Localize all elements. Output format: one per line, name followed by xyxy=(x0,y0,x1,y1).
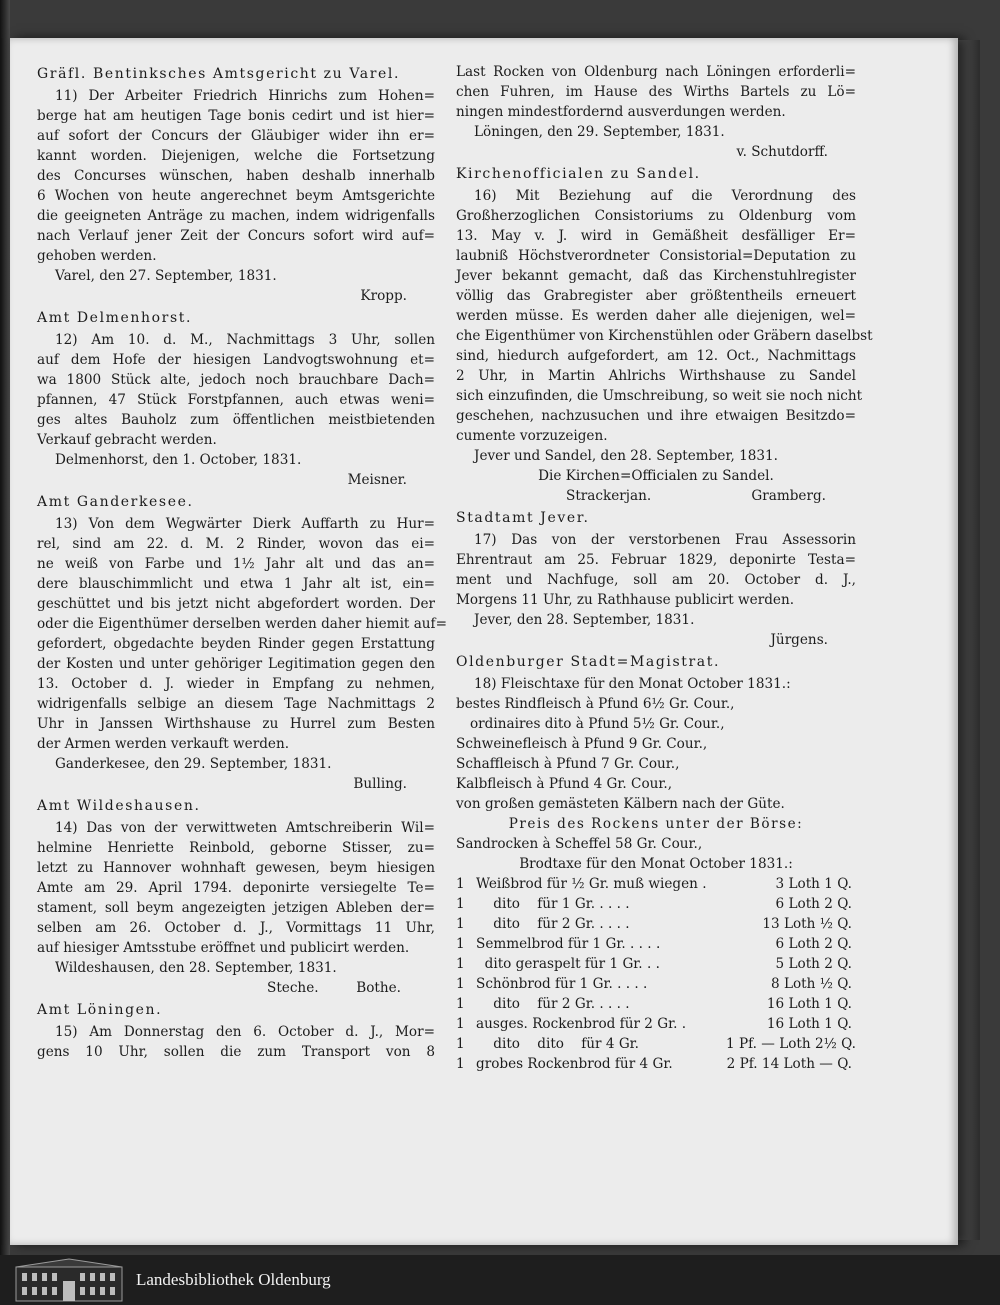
text-line: 18) Fleischtaxe für den Monat October 1831.: xyxy=(474,676,791,692)
weight-cell: 1 Pf. — Loth 2½ Q. xyxy=(726,1036,856,1052)
subheading: Preis des Rockens unter der Börse: xyxy=(508,816,804,832)
item-cell: Schönbrod für 1 Gr. . . . . xyxy=(476,976,648,992)
notice-signature: Jürgens. xyxy=(770,632,828,648)
weight-cell: 16 Loth 1 Q. xyxy=(766,996,852,1012)
notice-15 xyxy=(37,1022,435,1062)
text-line: 2 Uhr, in Martin Ahlrichs Wirthshause zu Sandel xyxy=(456,368,856,384)
section-heading: Gräfl. Bentinksches Amtsgericht zu Varel. xyxy=(37,66,401,82)
table-row xyxy=(456,974,856,994)
weight-cell: 6 Loth 2 Q. xyxy=(775,896,852,912)
text-line: gens 10 Uhr, sollen die zum Transport von 8 xyxy=(37,1044,435,1060)
text-line: sind, hiedurch aufgefordert, am 12. Oct., Nachmittags xyxy=(456,348,856,364)
notice-date: Wildeshausen, den 28. September, 1831. xyxy=(55,960,337,976)
notice-date: Delmenhorst, den 1. October, 1831. xyxy=(55,452,302,468)
item-cell: dito für 1 Gr. . . . . xyxy=(476,896,630,912)
text-line: 13. May v. J. wird in Gemäßheit desfälliger Er= xyxy=(456,228,856,244)
table-row xyxy=(456,994,856,1014)
price-line: Sandrocken à Scheffel 58 Gr. Cour., xyxy=(456,836,703,852)
item-cell: dito für 2 Gr. . . . . xyxy=(476,916,630,932)
text-line: auf sofort der Concurs der Gläubiger wider ihn er= xyxy=(37,128,435,144)
notice-16 xyxy=(456,186,873,446)
weight-cell: 16 Loth 1 Q. xyxy=(766,1016,852,1032)
text-line: selben am 26. October d. J., Vormittags 11 Uhr, xyxy=(37,920,435,936)
text-line: cumente vorzuzeigen. xyxy=(456,428,608,444)
notice-signature: Strackerjan. xyxy=(566,488,652,504)
text-line: 11) Der Arbeiter Friedrich Hinrichs zum Hohen= xyxy=(55,88,435,104)
text-line: der Kosten und unter gehöriger Legitimation gegen den xyxy=(37,656,435,672)
text-line: ne weiß von Farbe und 1½ Jahr alt und das an= xyxy=(37,556,435,572)
weight-cell: 6 Loth 2 Q. xyxy=(775,936,852,952)
notice-signature: Steche. xyxy=(267,980,319,996)
bread-price-table xyxy=(456,874,856,1074)
text-line: 17) Das von der verstorbenen Frau Assessorin xyxy=(474,532,856,548)
text-line: pfannen, 47 Stück Forstpfannen, auch etwas weni= xyxy=(37,392,435,408)
text-line: letzt zu Hannover wohnhaft gewesen, beym hiesigen xyxy=(37,860,435,876)
price-line: Schaffleisch à Pfund 7 Gr. Cour., xyxy=(456,756,680,772)
quantity-cell: 1 xyxy=(456,976,465,992)
table-row xyxy=(456,1054,856,1074)
item-cell: dito geraspelt für 1 Gr. . . xyxy=(476,956,660,972)
text-line: 13. October d. J. wieder in Empfang zu nehmen, xyxy=(37,676,435,692)
text-line: chen Fuhren, im Hause des Wirths Bartels zu Lö= xyxy=(456,84,856,100)
text-line: 6 Wochen von heute angerechnet beym Amtsgerichte xyxy=(37,188,435,204)
weight-cell: 3 Loth 1 Q. xyxy=(775,876,852,892)
quantity-cell: 1 xyxy=(456,1056,465,1072)
price-line: bestes Rindfleisch à Pfund 6½ Gr. Cour., xyxy=(456,696,735,712)
text-line: der Armen werden verkauft werden. xyxy=(37,736,290,752)
price-line: Schweinefleisch à Pfund 9 Gr. Cour., xyxy=(456,736,708,752)
library-name: Landesbibliothek Oldenburg xyxy=(136,1270,331,1289)
text-line: Amte am 29. April 1794. deponirte versiegelte Te= xyxy=(37,880,435,896)
item-cell: dito für 2 Gr. . . . . xyxy=(476,996,630,1012)
text-line: ment und Nachfuge, soll am 20. October d. J., xyxy=(456,572,856,588)
table-row xyxy=(456,1034,856,1054)
notice-signatures xyxy=(456,486,856,506)
text-line: auf hiesiger Amtsstube eröffnet und publicirt werden. xyxy=(37,940,410,956)
table-row xyxy=(456,874,856,894)
price-line: ordinaires dito à Pfund 5½ Gr. Cour., xyxy=(470,716,725,732)
section-heading: Amt Ganderkesee. xyxy=(37,494,194,510)
table-row xyxy=(456,934,856,954)
notice-17 xyxy=(456,530,856,610)
quantity-cell: 1 xyxy=(456,1036,465,1052)
item-cell: grobes Rockenbrod für 4 Gr. xyxy=(476,1056,673,1072)
section-heading: Amt Wildeshausen. xyxy=(37,798,201,814)
quantity-cell: 1 xyxy=(456,996,465,1012)
notice-14 xyxy=(37,818,435,958)
table-row xyxy=(456,914,856,934)
text-line: nach Verlauf jener Zeit der Concurs sofort wird auf= xyxy=(37,228,435,244)
right-column xyxy=(456,62,873,1074)
quantity-cell: 1 xyxy=(456,956,465,972)
table-row xyxy=(456,894,856,914)
text-line: werden müsse. Es werden daher alle diejenigen, wel= xyxy=(456,308,856,324)
text-line: Ehrentraut am 25. Februar 1829, deponirte Testa= xyxy=(456,552,856,568)
quantity-cell: 1 xyxy=(456,936,465,952)
text-line: 16) Mit Beziehung auf die Verordnung des xyxy=(474,188,856,204)
text-line: geschüttet und bis jetzt nicht abgefordert worden. Der xyxy=(37,596,435,612)
text-line: geschehen, nachzusuchen und ihre etwaigen Besitzdo= xyxy=(456,408,856,424)
book-spine xyxy=(0,0,10,1255)
quantity-cell: 1 xyxy=(456,916,465,932)
notice-signature: Die Kirchen=Officialen zu Sandel. xyxy=(538,468,774,484)
text-line: Morgens 11 Uhr, zu Rathhause publicirt werden. xyxy=(456,592,795,608)
price-line: Kalbfleisch à Pfund 4 Gr. Cour., xyxy=(456,776,673,792)
library-building-icon xyxy=(14,1257,124,1303)
text-line: laubniß Höchstverordneter Consistorial=Deputation zu xyxy=(456,248,856,264)
notice-11 xyxy=(37,86,435,266)
text-line: ges altes Bauholz zum öffentlichen meistbietenden xyxy=(37,412,435,428)
text-line: kannt worden. Diejenigen, welche die Fortsetzung xyxy=(37,148,435,164)
section-heading: Kirchenofficialen zu Sandel. xyxy=(456,166,701,182)
text-line: sich einzufinden, die Umschreibung, so weit sie noch nicht xyxy=(456,388,863,404)
notice-signature: Kropp. xyxy=(360,288,407,304)
text-line: 14) Das von der verwittweten Amtschreiberin Wil= xyxy=(55,820,435,836)
notice-date: Jever, den 28. September, 1831. xyxy=(474,612,695,628)
text-line: stament, soll beym angezeigten jetzigen Ableben der= xyxy=(37,900,435,916)
notice-date: Varel, den 27. September, 1831. xyxy=(55,268,277,284)
text-line: 13) Von dem Wegwärter Dierk Auffarth zu Hur= xyxy=(55,516,435,532)
section-heading: Stadtamt Jever. xyxy=(456,510,590,526)
price-line: von großen gemästeten Kälbern nach der Güte. xyxy=(456,796,785,812)
notice-signature: Gramberg. xyxy=(751,488,826,504)
quantity-cell: 1 xyxy=(456,876,465,892)
weight-cell: 13 Loth ½ Q. xyxy=(762,916,852,932)
page-edge xyxy=(958,40,980,1240)
section-heading: Amt Löningen. xyxy=(37,1002,163,1018)
text-line: völlig das Grabregister aber größtentheils erneuert xyxy=(456,288,856,304)
item-cell: Semmelbrod für 1 Gr. . . . . xyxy=(476,936,661,952)
text-line: helmine Henriette Reinbold, geborne Stisser, zu= xyxy=(37,840,435,856)
text-line: die geeigneten Anträge zu machen, indem widrigenfalls xyxy=(37,208,435,224)
weight-cell: 5 Loth 2 Q. xyxy=(775,956,852,972)
table-row xyxy=(456,1014,856,1034)
text-line: Verkauf gebracht werden. xyxy=(37,432,217,448)
text-line: wa 1800 Stück alte, jedoch noch brauchbare Dach= xyxy=(37,372,435,388)
text-line: berge hat am heutigen Tage bonis cedirt und ist hier= xyxy=(37,108,435,124)
text-line: ningen mindestfordernd ausverdungen werden. xyxy=(456,104,786,120)
text-line: auf dem Hofe der hiesigen Landvogtswohnung et= xyxy=(37,352,435,368)
weight-cell: 8 Loth ½ Q. xyxy=(770,976,852,992)
quantity-cell: 1 xyxy=(456,896,465,912)
text-line: des Concurses wünschen, haben deshalb innerhalb xyxy=(37,168,435,184)
quantity-cell: 1 xyxy=(456,1016,465,1032)
notice-13 xyxy=(37,514,447,754)
left-column xyxy=(37,62,447,1062)
text-line: oder die Eigenthümer derselben werden daher hiemit auf= xyxy=(37,616,447,632)
text-line: 12) Am 10. d. M., Nachmittags 3 Uhr, sollen xyxy=(55,332,435,348)
notice-12 xyxy=(37,330,435,450)
text-line: rel, sind am 22. d. M. 2 Rinder, wovon das ei= xyxy=(37,536,435,552)
text-line: gehoben werden. xyxy=(37,248,157,264)
weight-cell: 2 Pf. 14 Loth — Q. xyxy=(726,1056,852,1072)
text-line: Last Rocken von Oldenburg nach Löningen erforderli= xyxy=(456,64,856,80)
text-line: 15) Am Donnerstag den 6. October d. J., Mor= xyxy=(55,1024,435,1040)
notice-18 xyxy=(456,674,856,1074)
text-line: Großherzoglichen Consistoriums zu Oldenburg vom xyxy=(456,208,856,224)
item-cell: Weißbrod für ½ Gr. muß wiegen . xyxy=(476,876,707,892)
text-line: dere blauschimmlicht und etwa 1 Jahr alt ist, ein= xyxy=(37,576,435,592)
text-line: Uhr in Janssen Wirthshause zu Hurrel zum Besten xyxy=(37,716,435,732)
text-line: widrigenfalls selbige an diesem Tage Nachmittags 2 xyxy=(37,696,435,712)
notice-signature: v. Schutdorff. xyxy=(736,144,828,160)
notice-date: Löningen, den 29. September, 1831. xyxy=(474,124,725,140)
item-cell: ausges. Rockenbrod für 2 Gr. . xyxy=(476,1016,687,1032)
notice-signature: Bothe. xyxy=(356,980,401,996)
notice-date: Ganderkesee, den 29. September, 1831. xyxy=(55,756,332,772)
table-row xyxy=(456,954,856,974)
section-heading: Oldenburger Stadt=Magistrat. xyxy=(456,654,721,670)
text-line: gefordert, obgedachte beyden Rinder gegen Erstattung xyxy=(37,636,435,652)
notice-date: Jever und Sandel, den 28. September, 1831. xyxy=(474,448,779,464)
footer-bar xyxy=(0,1255,1000,1305)
section-heading: Amt Delmenhorst. xyxy=(37,310,193,326)
text-line: che Eigenthümer von Kirchenstühlen oder Gräbern daselbst xyxy=(456,328,873,344)
notice-signature: Bulling. xyxy=(353,776,407,792)
text-line: Jever bekannt gemacht, daß das Kirchenstuhlregister xyxy=(456,268,856,284)
subheading: Brodtaxe für den Monat October 1831.: xyxy=(519,856,793,872)
notice-signatures xyxy=(37,978,435,998)
notice-signature: Meisner. xyxy=(347,472,407,488)
item-cell: dito dito für 4 Gr. xyxy=(476,1036,640,1052)
notice-15-continued xyxy=(456,62,856,122)
